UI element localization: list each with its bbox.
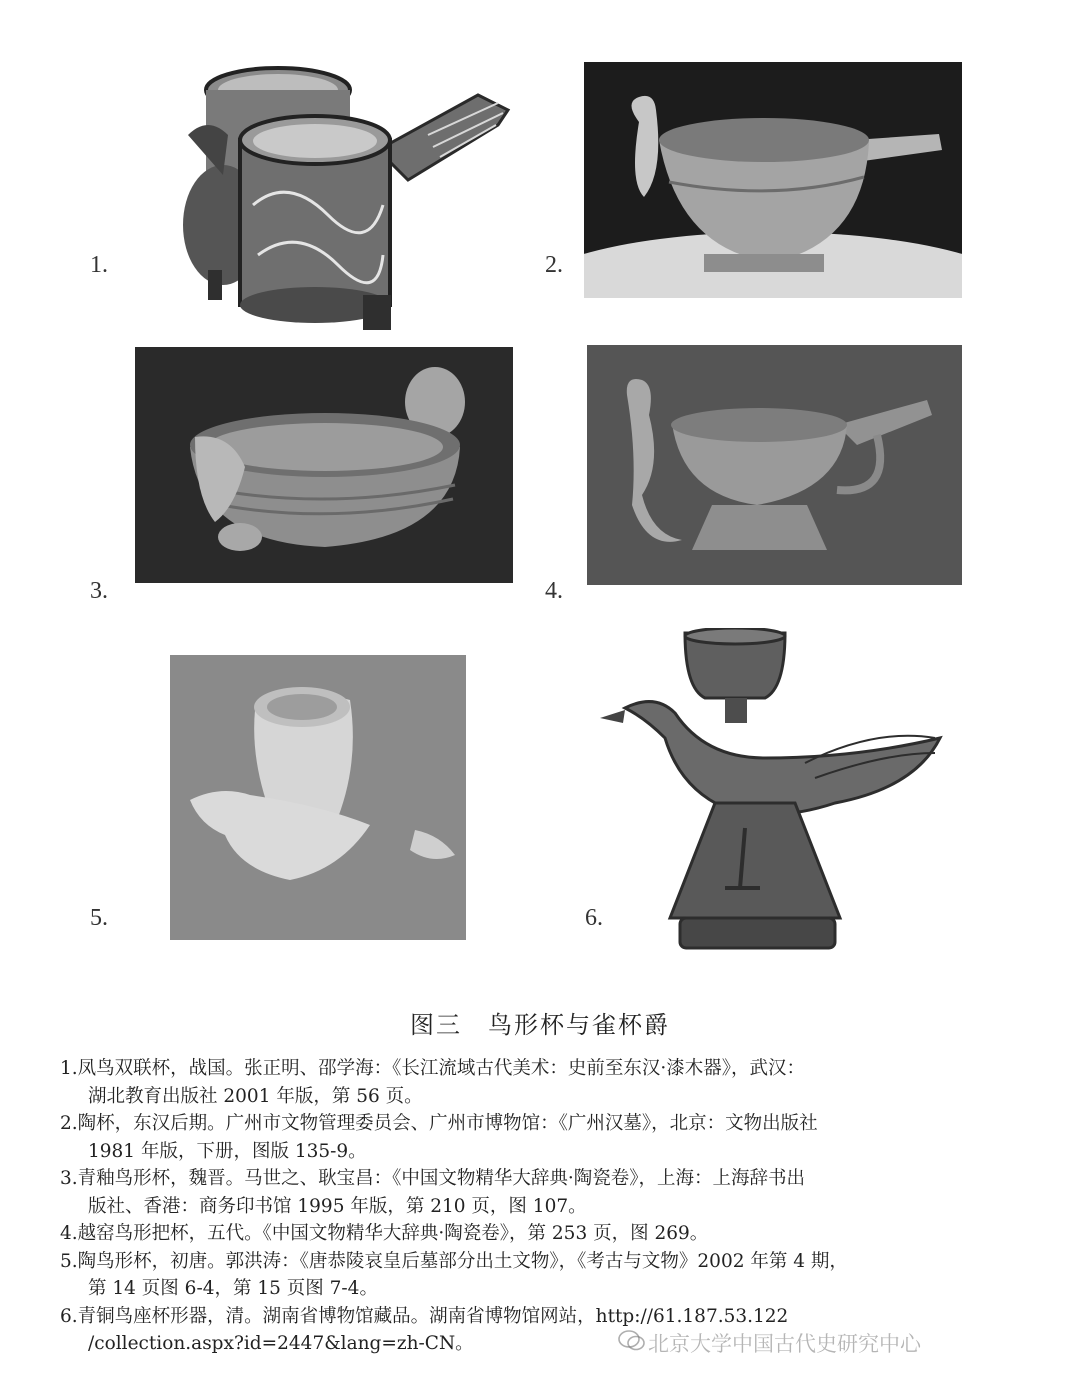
note-6-line1: 6.青铜鸟座杯形器，清。湖南省博物馆藏品。湖南省博物馆网站，http://61.187.53.122 xyxy=(60,1305,789,1327)
note-2-line1: 2.陶杯，东汉后期。广州市文物管理委员会、广州市博物馆：《广州汉墓》，北京：文物出版社 xyxy=(60,1113,818,1134)
figure-6-number: 6. xyxy=(585,905,603,931)
figure-3-number: 3. xyxy=(90,578,108,604)
note-5 xyxy=(60,1248,1050,1303)
figure-notes xyxy=(60,1055,1050,1358)
figure-4-photo xyxy=(587,345,962,585)
figure-2-photo xyxy=(584,62,962,298)
figure-5-number: 5. xyxy=(90,905,108,931)
figure-4-number: 4. xyxy=(545,578,563,604)
note-2 xyxy=(60,1110,1050,1165)
note-1 xyxy=(60,1055,1050,1110)
watermark-text: 北京大学中国古代史研究中心 xyxy=(648,1332,921,1356)
wechat-icon xyxy=(618,1330,646,1352)
note-3-line1: 3.青釉鸟形杯，魏晋。马世之、耿宝昌：《中国文物精华大辞典·陶瓷卷》，上海：上海辞书出 xyxy=(60,1168,806,1189)
note-1-line1: 1.凤鸟双联杯，战国。张正明、邵学海：《长江流域古代美术：史前至东汉·漆木器》，武汉： xyxy=(60,1058,806,1079)
figure-caption: 图三 鸟形杯与雀杯爵 xyxy=(410,1011,670,1039)
note-5-line1: 5.陶鸟形杯，初唐。郭洪涛：《唐恭陵哀皇后墓部分出土文物》，《考古与文物》2002 年第 4 期， xyxy=(60,1250,848,1272)
note-4 xyxy=(60,1220,1050,1248)
figure-1-photo xyxy=(178,55,518,335)
figure-2-number: 2. xyxy=(545,252,563,278)
note-6-line2: /collection.aspx?id=2447&lang=zh-CN。 xyxy=(88,1333,474,1354)
figure-3-photo xyxy=(135,347,513,583)
note-4-line1: 4.越窑鸟形把杯，五代。《中国文物精华大辞典·陶瓷卷》，第 253 页，图 269。 xyxy=(60,1223,709,1244)
figure-6-photo xyxy=(595,628,945,973)
note-3-line2: 版社、香港：商务印书馆 1995 年版，第 210 页，图 107。 xyxy=(88,1195,587,1217)
figure-1-number: 1. xyxy=(90,252,108,278)
note-3 xyxy=(60,1165,1050,1220)
note-5-line2: 第 14 页图 6-4，第 15 页图 7-4。 xyxy=(88,1278,378,1299)
note-2-line2: 1981 年版，下册，图版 135-9。 xyxy=(88,1140,367,1162)
note-1-line2: 湖北教育出版社 2001 年版，第 56 页。 xyxy=(88,1085,423,1107)
figure-5-photo xyxy=(170,655,466,940)
